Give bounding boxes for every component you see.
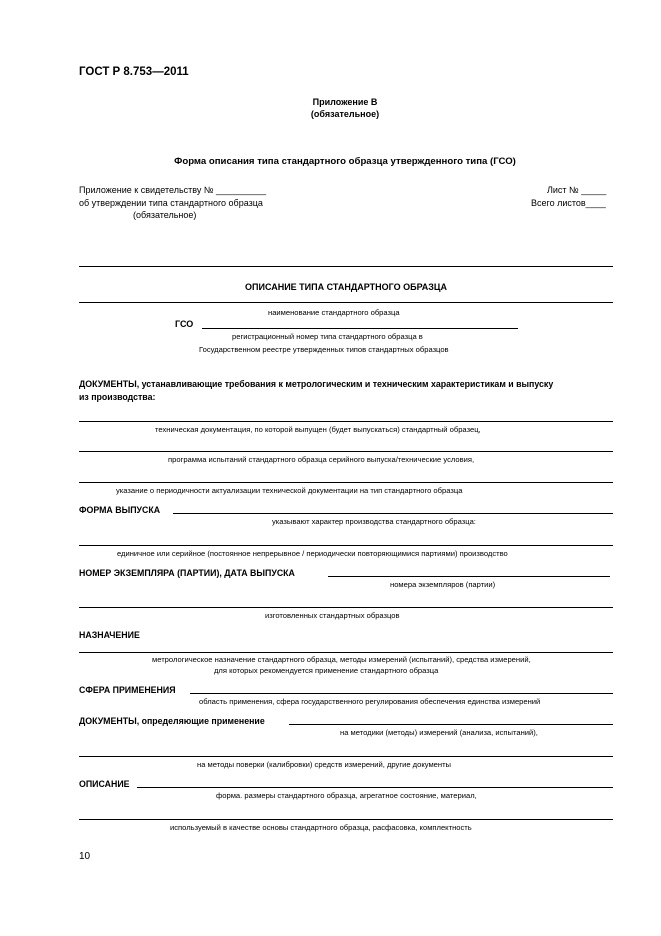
documents-caption-2: программа испытаний стандартного образца серийного выпуска/технические условия, [168, 455, 475, 464]
documents-label: ДОКУМЕНТЫ [79, 379, 137, 389]
app-docs-line-2 [79, 756, 613, 757]
gso-line [202, 328, 518, 329]
form-title: Форма описания типа стандартного образца утвержденного типа (ГСО) [174, 156, 516, 167]
batch-line [328, 576, 610, 577]
release-form-caption-2: единичное или серийное (постоянное непрерывное / периодически повторяющимися партиями) производство [117, 549, 508, 558]
release-form-line-2 [79, 545, 613, 546]
certificate-approval-line: об утверждении типа стандартного образца [79, 198, 263, 208]
documents-line-2 [79, 451, 613, 452]
certificate-mandatory-line: (обязательное) [133, 210, 197, 220]
gso-label: ГСО [175, 319, 194, 329]
batch-label: НОМЕР ЭКЗЕМПЛЯРА (ПАРТИИ), ДАТА ВЫПУСКА [79, 568, 295, 578]
appendix-subtitle: (обязательное) [310, 109, 380, 119]
gso-caption-1: регистрационный номер типа стандартного образца в [232, 332, 423, 341]
sheet-number: Лист № _____ [547, 185, 607, 195]
release-form-caption-1: указывают характер производства стандартного образца: [272, 517, 476, 526]
app-docs-caption-1: на методики (методы) измерений (анализа, испытаний), [340, 728, 538, 737]
documents-heading [79, 379, 553, 389]
app-docs-label: ДОКУМЕНТЫ, определяющие применение [79, 716, 265, 726]
release-form-label: ФОРМА ВЫПУСКА [79, 505, 161, 515]
scope-label: СФЕРА ПРИМЕНЕНИЯ [79, 685, 176, 695]
description-label: ОПИСАНИЕ [79, 779, 130, 789]
documents-caption-1: техническая документация, по которой выпущен (будет выпускаться) стандартный образец, [155, 425, 481, 434]
release-form-line [173, 513, 613, 514]
batch-line-2 [79, 607, 613, 608]
documents-text: , устанавливающие требования к метрологическим и техническим характеристикам и выпуску [136, 379, 554, 389]
section-title: ОПИСАНИЕ ТИПА СТАНДАРТНОГО ОБРАЗЦА [245, 282, 447, 292]
purpose-caption-2: для которых рекомендуется применение стандартного образца [214, 666, 439, 675]
description-line [137, 787, 613, 788]
scope-caption-1: область применения, сфера государственного регулирования обеспечения единства измерений [199, 697, 541, 706]
total-sheets: Всего листов____ [531, 198, 606, 208]
batch-caption-1: номера экземпляров (партии) [390, 580, 496, 589]
documents-text-2: из производства: [79, 392, 156, 402]
certificate-annex-line: Приложение к свидетельству № __________ [79, 185, 267, 195]
page-number: 10 [79, 851, 91, 862]
scope-line [190, 693, 613, 694]
name-line [79, 302, 613, 303]
documents-line-1 [79, 421, 613, 422]
name-caption: наименование стандартного образца [268, 308, 400, 317]
batch-caption-2: изготовленных стандартных образцов [265, 611, 400, 620]
purpose-label: НАЗНАЧЕНИЕ [79, 630, 140, 640]
purpose-line [79, 652, 613, 653]
appendix-title: Приложение В [312, 97, 378, 107]
description-caption-2: используемый в качестве основы стандартного образца, расфасовка, комплектность [170, 823, 472, 832]
description-caption-1: форма. размеры стандартного образца, агрегатное состояние, материал, [216, 791, 477, 800]
gso-caption-2: Государственном реестре утвержденных типов стандартных образцов [199, 345, 449, 354]
top-rule [79, 266, 613, 267]
documents-line-3 [79, 482, 613, 483]
standard-header: ГОСТ Р 8.753—2011 [79, 66, 189, 78]
description-line-2 [79, 819, 613, 820]
purpose-caption-1: метрологическое назначение стандартного образца, методы измерений (испытаний), средства измерений, [152, 655, 531, 664]
app-docs-line [289, 724, 613, 725]
documents-caption-3: указание о периодичности актуализации технической документации на тип стандартного образца [116, 486, 463, 495]
app-docs-caption-2: на методы поверки (калибровки) средств измерений, другие документы [197, 760, 452, 769]
